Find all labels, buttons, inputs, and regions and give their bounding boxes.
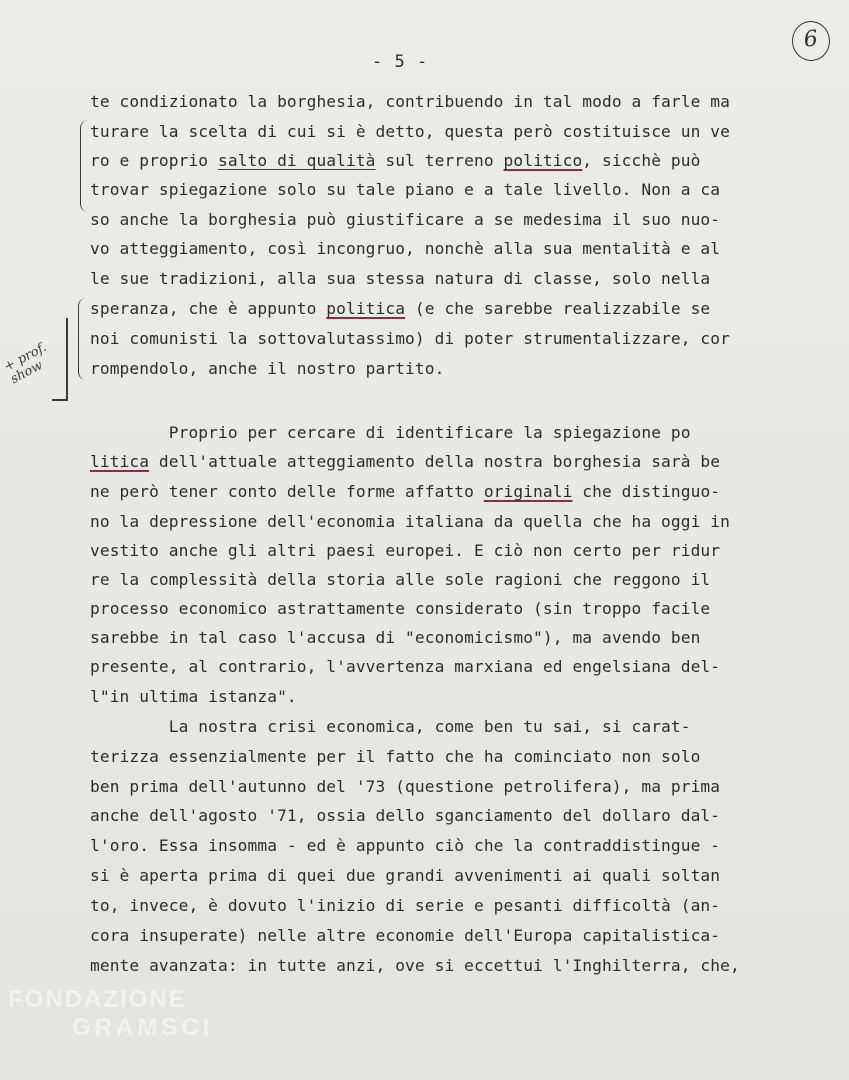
- p2-line-1: Proprio per cercare di identificare la spiegazione po: [90, 423, 691, 442]
- text: speranza, che è appunto: [90, 299, 327, 318]
- p1-line-8: [90, 299, 710, 318]
- p3-line-3: ben prima dell'autunno del '73 (questione petrolifera), ma prima: [90, 777, 721, 796]
- p3-line-5: l'oro. Essa insomma - ed è appunto ciò che la contraddistingue -: [90, 836, 721, 855]
- underlined-word: originali: [483, 482, 573, 501]
- archive-watermark: [8, 986, 213, 1042]
- p2-line-3: [90, 482, 720, 501]
- margin-bracket-foot: [52, 399, 68, 401]
- underlined-word: politica: [326, 299, 406, 318]
- text: ro e proprio: [90, 151, 218, 170]
- p2-line-8: sarebbe in tal caso l'accusa di "economicismo"), ma avendo ben: [90, 628, 701, 647]
- p2-line-4: no la depressione dell'economia italiana da quella che ha oggi in: [90, 512, 730, 531]
- p3-line-1: La nostra crisi economica, come ben tu sai, si carat-: [90, 717, 691, 736]
- text: che distinguo-: [572, 482, 721, 501]
- p1-line-4: trovar spiegazione solo su tale piano e a tale livello. Non a ca: [90, 180, 721, 199]
- p3-line-7: to, invece, è dovuto l'inizio di serie e pesanti difficoltà (an-: [90, 896, 721, 915]
- p3-line-6: si è aperta prima di quei due grandi avvenimenti ai quali soltan: [90, 866, 721, 885]
- p1-line-3: [90, 151, 700, 170]
- underlined-word: litica: [90, 452, 150, 471]
- p1-line-5: so anche la borghesia può giustificare a se medesima il suo nuo-: [90, 210, 721, 229]
- underlined-phrase: salto di qualità: [218, 151, 376, 170]
- watermark-line-1: FONDAZIONE: [8, 986, 187, 1013]
- p2-line-6: re la complessità della storia alle sole ragioni che reggono il: [90, 570, 711, 589]
- page-number: - 5 -: [372, 52, 429, 72]
- margin-bracket-lower: [78, 298, 89, 380]
- p1-line-6: vo atteggiamento, così incongruo, nonchè alla sua mentalità e al: [90, 239, 721, 258]
- text: (e che sarebbe realizzabile se: [405, 299, 711, 318]
- p3-line-4: anche dell'agosto '71, ossia dello sganciamento del dollaro dal-: [90, 806, 721, 825]
- p2-line-10: l"in ultima istanza".: [90, 687, 297, 706]
- underlined-word: politico: [503, 151, 583, 170]
- p1-line-10: rompendolo, anche il nostro partito.: [90, 359, 445, 378]
- sheet-number-circled: 6: [790, 19, 832, 63]
- margin-note-handwritten: + prof. show: [1, 339, 50, 388]
- watermark-line-2: GRAMSCI: [72, 1014, 214, 1041]
- p2-line-7: processo economico astrattamente considerato (sin troppo facile: [90, 599, 711, 618]
- p1-line-2: turare la scelta di cui si è detto, questa però costituisce un ve: [90, 122, 730, 141]
- p2-line-9: presente, al contrario, l'avvertenza marxiana ed engelsiana del-: [90, 657, 721, 676]
- margin-bracket-long: [66, 318, 68, 400]
- text: dell'attuale atteggiamento della nostra borghesia sarà be: [149, 452, 721, 471]
- text: , sicchè può: [582, 151, 701, 170]
- p1-line-1: te condizionato la borghesia, contribuendo in tal modo a farle ma: [90, 92, 730, 111]
- p3-line-8: cora insuperate) nelle altre economie dell'Europa capitalistica-: [90, 926, 721, 945]
- text: sul terreno: [375, 151, 504, 170]
- p1-line-7: le sue tradizioni, alla sua stessa natura di classe, solo nella: [90, 269, 711, 288]
- p3-line-2: terizza essenzialmente per il fatto che ha cominciato non solo: [90, 747, 701, 766]
- p1-line-9: noi comunisti la sottovalutassimo) di poter strumentalizzare, cor: [90, 329, 730, 348]
- p2-line-5: vestito anche gli altri paesi europei. E ciò non certo per ridur: [90, 541, 721, 560]
- p3-line-9: mente avanzata: in tutte anzi, ove si eccettui l'Inghilterra, che,: [90, 956, 740, 975]
- text: ne però tener conto delle forme affatto: [90, 482, 484, 501]
- p2-line-2: [90, 452, 720, 471]
